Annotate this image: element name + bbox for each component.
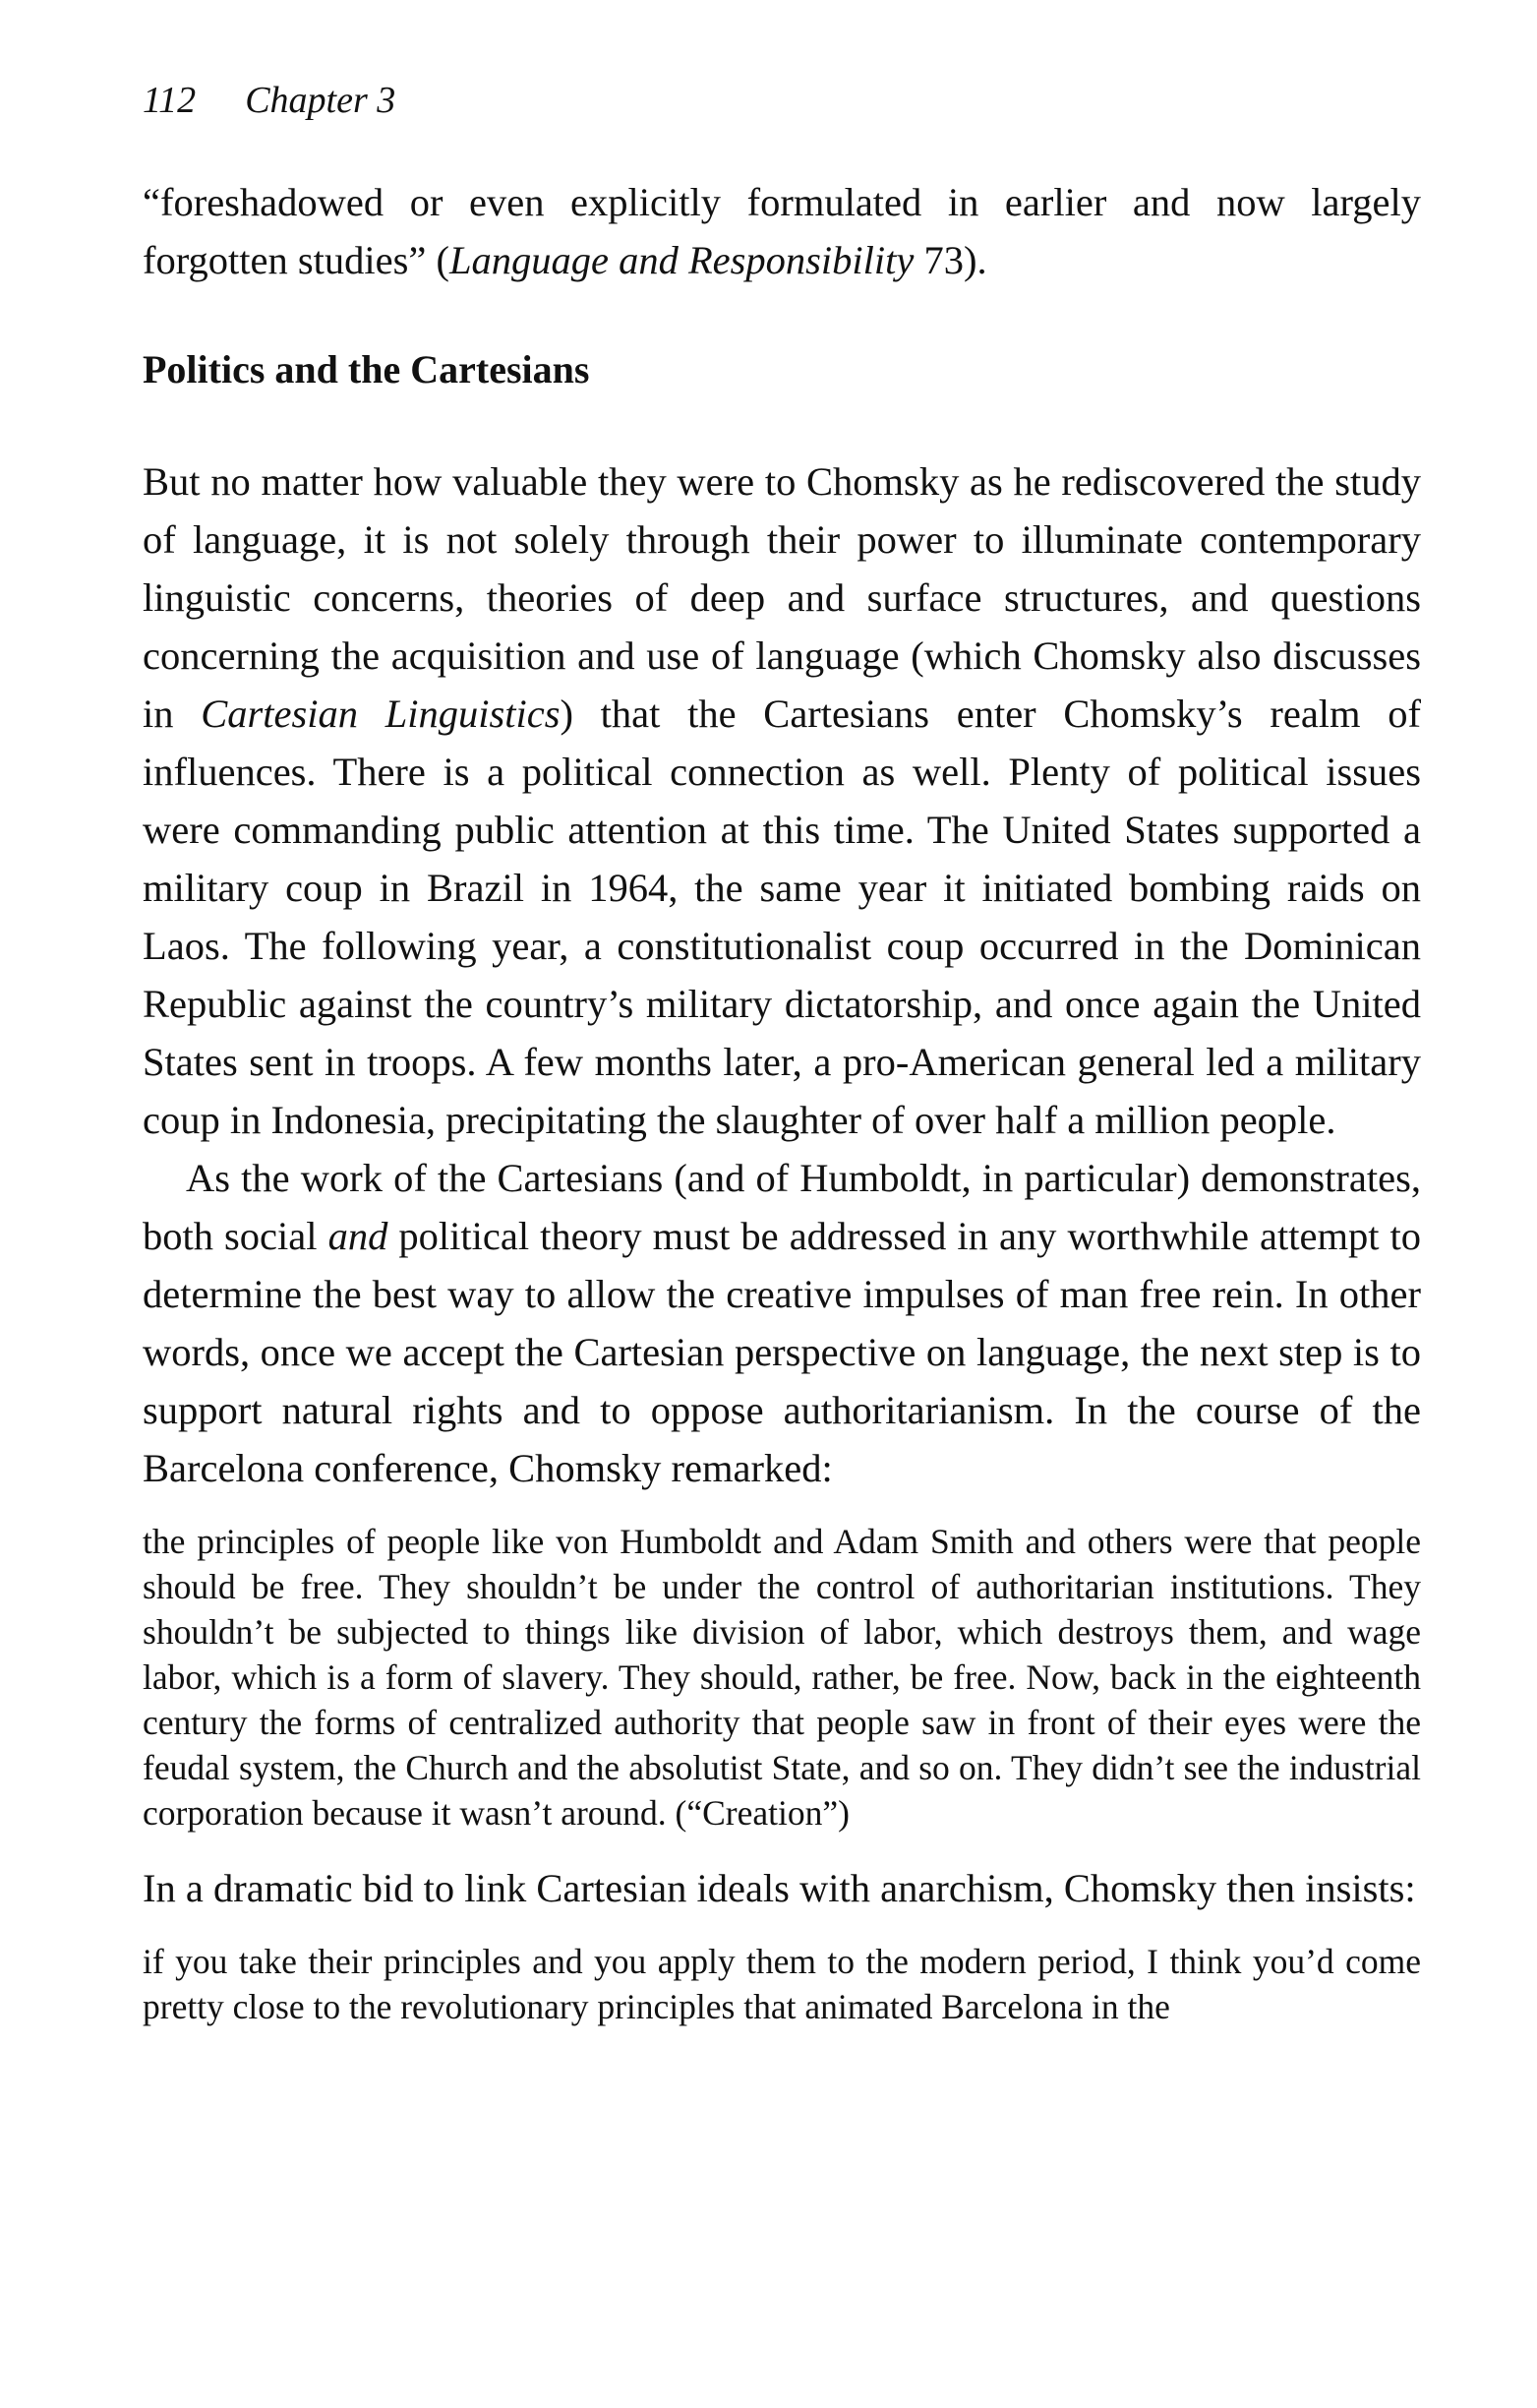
- paragraph-politics-part1: But no matter how valuable they were to Chomsky as he rediscovered the study of language, it is not solely through their power to illuminate contemporary linguistic concerns, theories of deep and surface structures, and questions concerning the acquisition and use of language (which Chomsky also discusses in: [143, 458, 1421, 736]
- emphasis-and: and: [327, 1213, 388, 1258]
- paragraph-humboldt-part1: As the work of the Cartesians (and of Humboldt, in particular) demonstrates, both social: [143, 1155, 1421, 1258]
- paragraph-anarchism: In a dramatic bid to link Cartesian ideals with anarchism, Chomsky then insists:: [143, 1865, 1416, 1910]
- paragraph-humboldt-part2: political theory must be addressed in any worthwhile attempt to determine the best way to allow the creative impulses of man free rein. In other words, once we accept the Cartesian perspective on language, the next step is to support natural rights and to oppose authoritarianism. In the course of the Barcelona conference, Chomsky remarked:: [143, 1213, 1421, 1490]
- running-head: [143, 79, 1421, 124]
- page-number: 112: [143, 80, 197, 121]
- paragraph-humboldt: [143, 1149, 1421, 1497]
- citation-title: Language and Responsibility: [448, 237, 915, 282]
- book-page: [143, 79, 1421, 2053]
- chapter-label: Chapter 3: [245, 80, 396, 121]
- section-heading: Politics and the Cartesians: [143, 346, 590, 391]
- block-quote-creation: the principles of people like von Humboldt and Adam Smith and others were that people should be free. They shouldn’t be under the control of authoritarian institutions. They shouldn’t be subjected to things like division of labor, which destroys them, and wage labor, which is a form of slavery. They should, rather, be free. Now, back in the eighteenth century the forms of centralized authority that people saw in front of their eyes were the feudal system, the Church and the absolutist State, and so on. They didn’t see the industrial corporation because it wasn’t around. (“Creation”): [143, 1521, 1421, 1833]
- citation-tail: 73).: [914, 237, 987, 282]
- paragraph-top: [143, 173, 1421, 289]
- block-quote-barcelona: if you take their principles and you apply them to the modern period, I think you’d come pretty close to the revolutionary principles that animated Barcelona in the: [143, 1941, 1421, 2026]
- paragraph-politics-part2: ) that the Cartesians enter Chomsky’s realm of influences. There is a political connection as well. Plenty of political issues were commanding public attention at this time. The United States supported a military coup in Brazil in 1964, the same year it initiated bombing raids on Laos. The following year, a constitutionalist coup occurred in the Dominican Republic against the country’s military dictatorship, and once again the United States sent in troops. A few months later, a pro-American general led a military coup in Indonesia, precipitating the slaughter of over half a million people.: [143, 691, 1422, 1142]
- paragraph-top-text: “foreshadowed or even explicitly formulated in earlier and now largely forgotten studies” (: [143, 179, 1421, 282]
- cartesian-linguistics-title: Cartesian Linguistics: [201, 691, 561, 736]
- paragraph-politics: [143, 452, 1421, 1149]
